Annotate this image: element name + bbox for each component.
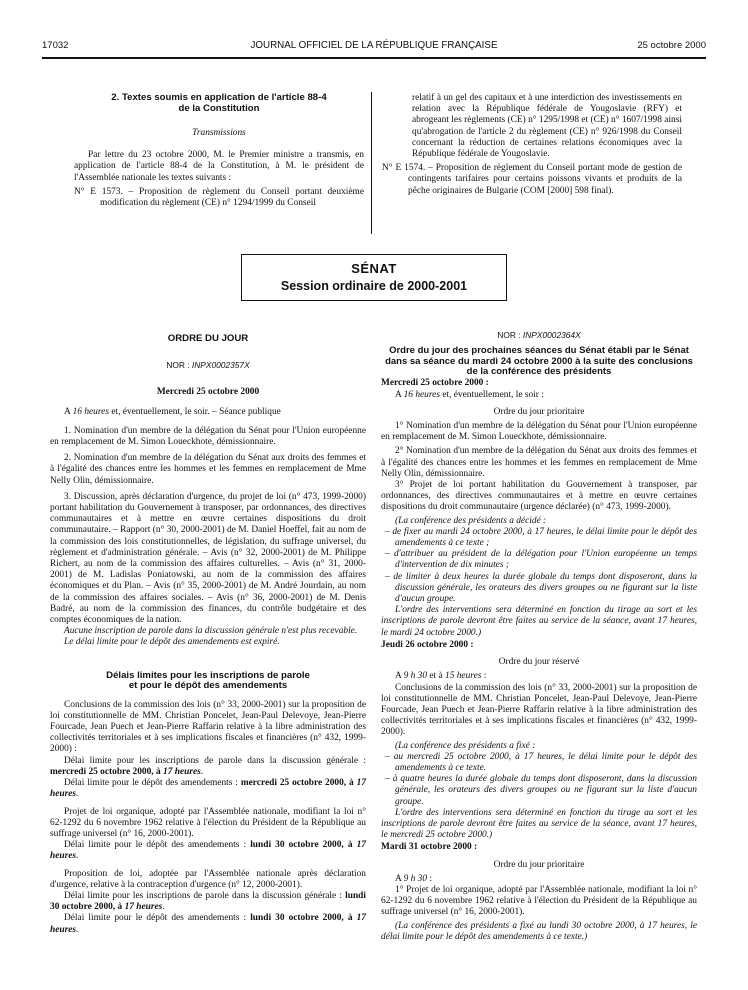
delai-1: Délai limite pour les inscriptions de parole dans la discussion générale : mercredi 25 octobre 2000, à 17 heures.	[50, 755, 366, 777]
delai-4: Délai limite pour les inscriptions de parole dans la discussion générale : lundi 30 octobre 2000, à 17 heures.	[50, 890, 366, 913]
senat-title-box	[241, 254, 507, 301]
nor-reference	[50, 360, 366, 371]
delai-3-text: Délai limite pour le dépôt des amendements :	[64, 840, 251, 851]
thu-mid: et à	[427, 671, 446, 682]
conference-2-dash-2: – à quatre heures la durée globale du temps dont disposeront, dans la discussion générale, les orateurs des divers groupes ou ne figurant sur la liste d'aucun groupe.	[385, 774, 697, 807]
section-heading-line2: de la Constitution	[178, 102, 260, 114]
delai-4-text: Délai limite pour les inscriptions de parole dans la discussion générale :	[64, 890, 346, 901]
seance-line	[50, 407, 366, 418]
delai-3: Délai limite pour le dépôt des amendements : lundi 30 octobre 2000, à 17 heures.	[50, 840, 366, 862]
conference-1-end: L'ordre des interventions sera déterminé en fonction du tirage au sort et les inscriptions de parole devront être faites au service de la séance, avant 17 heures, le mardi 24 octobre 2000.)	[381, 605, 697, 638]
top-left-column	[74, 93, 364, 209]
tue-heading: Mardi 31 octobre 2000 :	[381, 842, 478, 853]
delai-5-date: lundi 30 octobre 2000, à	[250, 913, 357, 924]
conclusions-text: Conclusions de la commission des lois (n° 33, 2000-2001) sur la proposition de loi constitutionnelle de MM. Christian Poncelet, Jean-Paul Delevoye, Jean-Pierre Fourcade, Jean Puech et Jean-Pierre Raffarin relative à la libre administration des collectivités territoriales et à ses implications fiscales et financières (n° 432, 1999-2000) :	[50, 699, 366, 755]
agenda-item-1: 1. Nomination d'un membre de la délégation du Sénat pour l'Union européenne en remplacement de M. Simon Loueckhote, démissionnaire.	[50, 425, 366, 448]
top-right-column	[382, 93, 682, 197]
session-title: Session ordinaire de 2000-2001	[280, 279, 468, 293]
delais-heading	[50, 671, 366, 692]
date-heading: Mercredi 25 octobre 2000	[156, 387, 260, 398]
delai-1-date: mercredi 25 octobre 2000, à	[50, 766, 163, 777]
section-heading-line1: 2. Textes soumis en application de l'article 88-4	[111, 92, 327, 103]
conference-2: (La conférence des présidents a fixé :	[395, 740, 536, 751]
seance-time: 16 heures	[72, 406, 109, 417]
delai-2-time: 17 heures	[50, 778, 366, 800]
thu-conclusions: Conclusions de la commission des lois (n° 33, 2000-2001) sur la proposition de loi constitutionnelle de MM. Christian Poncelet, Jean-Paul Delevoye, Jean-Pierre Fourcade, Jean Puech et Jean-Pierre Raffarin relative à la libre administration des collectivités territoriales et à ses implications fiscales et financières (n° 432, 1999-2000).	[381, 682, 697, 738]
delai-2: Délai limite pour le dépôt des amendements : mercredi 25 octobre 2000, à 17 heures.	[50, 778, 366, 800]
item-e1573: N° E 1573. – Proposition de règlement du Conseil portant deuxième modification du règlement (CE) n° 1294/1999 du Conseil	[74, 186, 364, 209]
delais-heading-line2: et pour le dépôt des amendements	[128, 680, 288, 692]
seance-post: et, éventuellement, le soir. – Séance publique	[108, 406, 281, 417]
wed-heading: Mercredi 25 octobre 2000 :	[381, 378, 489, 389]
delai-4-date: lundi 30 octobre 2000, à	[50, 890, 366, 913]
thu-time-line	[381, 671, 697, 682]
nor-code: INPX0002357X	[191, 360, 250, 371]
prochaines-seances-heading: Ordre du jour des prochaines séances du Sénat établi par le Sénat dans sa séance du mardi 24 octobre 2000 à la suite des conclusions de la conférence des présidents	[385, 345, 693, 378]
transmission-intro: Par lettre du 23 octobre 2000, M. le Premier ministre a transmis, en application de l'article 88-4 de la Constitution, à M. le président de l'Assemblée nationale les textes suivants :	[74, 150, 364, 183]
page-number: 17032	[42, 40, 69, 51]
right-item-1: 1° Nomination d'un membre de la délégation du Sénat pour l'Union européenne en remplacement de M. Simon Loueckhote, démissionnaire.	[381, 421, 697, 443]
nor-code-right: INPX0002364X	[522, 330, 581, 340]
nor-label: NOR :	[166, 360, 192, 371]
senat-title: SÉNAT	[351, 261, 397, 276]
thu-time2: 15 heures	[445, 671, 482, 682]
conference-1: (La conférence des présidents a décidé :	[395, 515, 547, 526]
agenda-item-2: 2. Nomination d'un membre de la délégation du Sénat aux droits des femmes et à l'égalité des chances entre les hommes et les femmes en remplacement de Mme Nelly Olin, démissionnaire.	[50, 453, 366, 486]
right-item-2: 2° Nomination d'un membre de la délégation du Sénat aux droits des femmes et à l'égalité des chances entre les hommes et les femmes en remplacement de Mme Nelly Olin, démissionnaire.	[381, 446, 697, 479]
delai-1-time: 17 heures	[163, 766, 201, 777]
thu-post: :	[481, 671, 487, 682]
ordre-reserve: Ordre du jour réservé	[498, 657, 580, 668]
delai-5: Délai limite pour le dépôt des amendements : lundi 30 octobre 2000, à 17 heures.	[50, 913, 366, 935]
tue-time-line	[381, 874, 697, 885]
section-heading	[74, 93, 364, 114]
ordre-prioritaire-2: Ordre du jour prioritaire	[493, 859, 585, 870]
right-column	[381, 330, 697, 943]
header-rule	[42, 57, 706, 59]
nor-reference-right	[381, 330, 697, 341]
wed-post: et, éventuellement, le soir :	[439, 389, 544, 400]
conference-2-dash-1: – au mercredi 25 octobre 2000, à 17 heures, le délai limite pour le dépôt des amendements à ce texte.	[385, 751, 697, 773]
nor-label-right: NOR :	[497, 330, 523, 340]
column-separator	[371, 92, 372, 234]
thu-time: 9 h 30	[403, 671, 428, 682]
agenda-item-3: 3. Discussion, après déclaration d'urgence, du projet de loi (n° 473, 1999-2000) portant habilitation du Gouvernement à transposer, par ordonnances, des directives communautaires et à mettre en œuvre certaines dispositions du droit communautaire. – Rapport (n° 30, 2000-2001) de M. Daniel Hoeffel, fait au nom de la commission des lois constitutionnelles, de législation, du suffrage universel, du règlement et d'administration générale. – Avis (n° 32, 2000-2001) de M. Philippe Richert, au nom de la commission des affaires culturelles. – Avis (n° 31, 2000-2001) de M. Ladislas Poniatowski, au nom de la commission des affaires économiques et du Plan. – Avis (n° 35, 2000-2001) de M. André Jourdain, au nom de la commission des affaires sociales. – Avis (n° 36, 2000-2001) de M. Denis Badré, au nom de la commission des finances, du contrôle budgétaire et des comptes économiques de la nation.	[50, 491, 366, 626]
journal-title: JOURNAL OFFICIEL DE LA RÉPUBLIQUE FRANÇAISE	[250, 40, 498, 51]
left-column	[50, 333, 366, 936]
delais-heading-line1: Délais limites pour les inscriptions de parole	[106, 669, 310, 681]
delai-2-text: Délai limite pour le dépôt des amendements :	[64, 778, 241, 789]
wed-time: 16 heures	[403, 389, 440, 400]
item-e1573-continuation: relatif à un gel des capitaux et à une interdiction des investissements en relation avec la République fédérale de Yougoslavie (RFY) et abrogeant les règlements (CE) n° 1295/1998 et (CE) n° 1607/1998 ainsi qu'abrogation de l'article 2 du règlement (CE) n° 926/1998 du Conseil concernant la réduction de certaines relations économiques avec la République fédérale de Yougoslavie.	[412, 93, 682, 160]
header-date: 25 octobre 2000	[637, 40, 706, 51]
conference-1-dash-2: – d'attribuer au président de la délégation pour l'Union européenne un temps d'intervention de dix minutes ;	[385, 549, 697, 571]
conference-3: (La conférence des présidents a fixé au lundi 30 octobre 2000, à 17 heures, le délai limite pour le dépôt des amendements à ce texte.)	[381, 920, 697, 942]
conference-1-dash-1: – de fixer au mardi 24 octobre 2000, à 17 heures, le délai limite pour le dépôt des amendements à ce texte ;	[385, 526, 697, 549]
tue-time: 9 h 30	[403, 873, 428, 884]
delai-5-text: Délai limite pour le dépôt des amendements :	[64, 913, 251, 924]
conference-1-dash-3: – de limiter à deux heures la durée globale du temps dont disposeront, dans la discussion générale, les orateurs des divers groupes ou ne figurant sur la liste d'aucun groupe.	[385, 571, 697, 605]
right-item-3: 3° Projet de loi portant habilitation du Gouvernement à transposer, par ordonnances, des directives communautaires et à mettre en œuvre certaines dispositions du droit communautaire (urgence déclarée) (n° 473, 1999-2000).	[381, 480, 697, 513]
delai-4-time: 17 heures	[124, 902, 163, 913]
tue-pre: A	[395, 873, 404, 884]
note-inscription: Aucune inscription de parole dans la discussion générale n'est plus recevable.	[64, 626, 358, 637]
ordre-prioritaire-1: Ordre du jour prioritaire	[493, 406, 585, 417]
wed-time-line	[381, 390, 697, 401]
delai-1-text: Délai limite pour les inscriptions de parole dans la discussion générale :	[64, 755, 366, 766]
transmissions-subheading: Transmissions	[192, 128, 246, 138]
delai-3-date: lundi 30 octobre 2000, à	[250, 840, 357, 851]
ordre-du-jour-title: ORDRE DU JOUR	[167, 333, 249, 344]
thu-pre: A	[395, 671, 404, 682]
delai-3-time: 17 heures	[50, 840, 366, 862]
delai-5-time: 17 heures	[50, 913, 366, 935]
proposition-contraception: Proposition de loi, adoptée par l'Assemblée nationale après déclaration d'urgence, relative à la contraception d'urgence (n° 12, 2000-2001).	[50, 868, 366, 890]
item-e1574: N° E 1574. – Proposition de règlement du Conseil portant mode de gestion de contingents tarifaires pour certains poissons vivants et produits de la pêche originaires de Bulgarie (COM [2000] 598 final).	[382, 163, 682, 196]
running-header	[42, 40, 706, 54]
projet-loi-organique: Projet de loi organique, adopté par l'Assemblée nationale, modifiant la loi n° 62-1292 du 6 novembre 1962 relative à l'élection du Président de la République au suffrage universel (n° 16, 2000-2001).	[50, 806, 366, 839]
thu-heading: Jeudi 26 octobre 2000 :	[381, 639, 474, 650]
seance-pre: A	[64, 406, 73, 417]
note-amendements: Le délai limite pour le dépôt des amendements est expiré.	[64, 637, 280, 648]
wed-pre: A	[395, 389, 404, 400]
delai-2-date: mercredi 25 octobre 2000, à	[240, 778, 357, 789]
tue-item: 1° Projet de loi organique, adopté par l'Assemblée nationale, modifiant la loi n° 62-1292 du 6 novembre 1962 relative à l'élection du Président de la République au suffrage universel (n° 16, 2000-2001).	[381, 884, 697, 918]
tue-post: :	[427, 873, 432, 884]
conference-2-end: L'ordre des interventions sera déterminé en fonction du tirage au sort et les inscriptions de parole devront être faites au service de la séance, avant 17 heures, le mercredi 25 octobre 2000.)	[381, 807, 697, 841]
